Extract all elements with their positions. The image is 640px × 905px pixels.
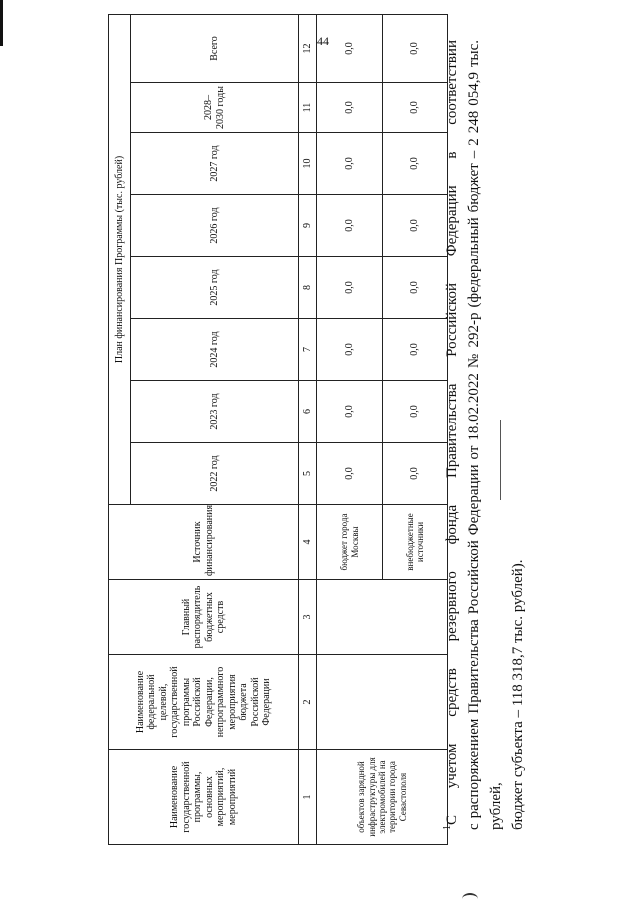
- header-year: 2025 год: [130, 257, 299, 319]
- row-funding-source: внебюджетные источники: [382, 505, 447, 580]
- row-value: 0,0: [382, 443, 447, 505]
- row-value: 0,0: [382, 319, 447, 381]
- header-year: 2028–2030 годы: [130, 83, 299, 133]
- column-number-row: [299, 14, 317, 844]
- scan-bottom-mark: [462, 893, 478, 905]
- table-row: [317, 14, 382, 844]
- column-number: 2: [299, 655, 317, 750]
- row-total: 0,0: [382, 14, 447, 82]
- header-year: 2026 год: [130, 195, 299, 257]
- column-number: 9: [299, 195, 317, 257]
- separator-line: [500, 420, 501, 500]
- header-year: 2022 год: [130, 443, 299, 505]
- financing-table: [108, 14, 448, 845]
- column-number: 10: [299, 133, 317, 195]
- header-financing-plan: План финансирования Программы (тыс. рублей): [109, 14, 131, 504]
- row-program-name: объектов зарядной инфраструктуры для электромобилей на территории города Севастополя: [317, 750, 448, 845]
- row-funding-source: бюджет города Москвы: [317, 505, 382, 580]
- row-value: 0,0: [317, 257, 382, 319]
- row-value: 0,0: [317, 83, 382, 133]
- footnote-line: $^1$С учетом средств резервного фонда Правительства Российской Федерации в соответствии: [442, 40, 460, 830]
- header-year: 2027 год: [130, 133, 299, 195]
- row-value: 0,0: [317, 443, 382, 505]
- footnote-marker: 1: [442, 825, 453, 830]
- header-program-name: Наименование государственной программы, основных мероприятий, мероприятий: [109, 750, 299, 845]
- footnote-line: бюджет субъекта – 118 318,7 тыс. рублей).: [510, 559, 526, 830]
- header-budget-manager: Главный распорядитель бюджетных средств: [109, 580, 299, 655]
- row-value: 0,0: [382, 381, 447, 443]
- column-number: 5: [299, 443, 317, 505]
- header-year: 2023 год: [130, 381, 299, 443]
- row-federal-program: [317, 655, 448, 750]
- row-value: 0,0: [382, 195, 447, 257]
- row-value: 0,0: [382, 83, 447, 133]
- row-value: 0,0: [317, 319, 382, 381]
- row-value: 0,0: [317, 133, 382, 195]
- header-funding-source: Источник финансирования: [109, 505, 299, 580]
- footnote-line: с распоряжением Правительства Российской Федерации от 18.02.2022 № 292-р (федеральный бюджет – 2 248 054,9 тыс. рублей,: [466, 40, 504, 830]
- page-number: 44: [317, 34, 329, 48]
- column-number: 6: [299, 381, 317, 443]
- row-value: 0,0: [382, 257, 447, 319]
- header-total: Всего: [130, 14, 299, 82]
- row-value: 0,0: [317, 195, 382, 257]
- column-number: 8: [299, 257, 317, 319]
- column-number: 7: [299, 319, 317, 381]
- row-total: 0,0: [317, 14, 382, 82]
- column-number: 11: [299, 83, 317, 133]
- column-number: 1: [299, 750, 317, 845]
- row-budget-manager: [317, 580, 448, 655]
- header-federal-program: Наименование федеральной целевой, государственной программы Российской Федерации, непрограммного мероприятия бюджета Российской Федерации: [109, 655, 299, 750]
- row-value: 0,0: [382, 133, 447, 195]
- footnote: [437, 40, 529, 830]
- column-number: 4: [299, 505, 317, 580]
- column-number: 12: [299, 14, 317, 82]
- column-number: 3: [299, 580, 317, 655]
- header-year: 2024 год: [130, 319, 299, 381]
- row-value: 0,0: [317, 381, 382, 443]
- scan-edge-mark: [0, 0, 3, 46]
